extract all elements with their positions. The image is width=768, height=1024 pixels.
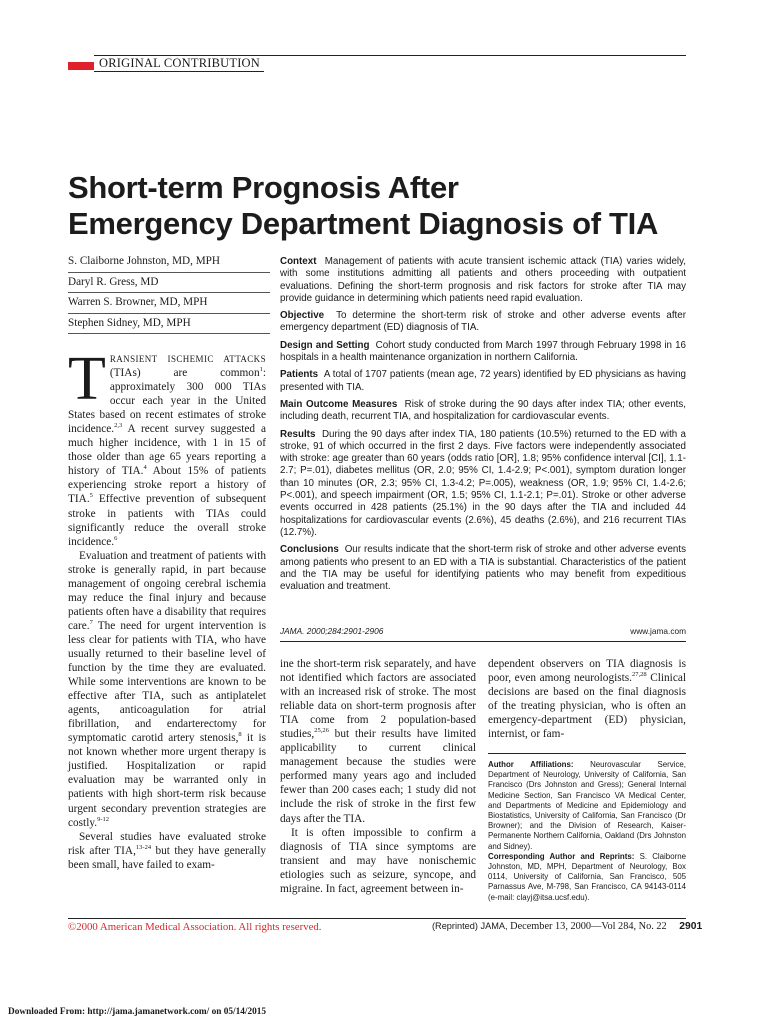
body-column-1 <box>68 345 266 872</box>
intro-paragraph-3 <box>68 830 266 872</box>
reference-superscript: 13-24 <box>135 843 152 851</box>
text-run: A recent survey suggested a much higher incidence, with 1 in 15 of those older than age 65 years reporting a history of TIA. <box>68 423 266 478</box>
author-list <box>68 252 270 334</box>
abstract-bottom-rule <box>280 641 686 642</box>
abstract-citation: JAMA. 2000;284:2901-2906 <box>280 626 384 636</box>
corresponding-paragraph <box>488 852 686 903</box>
context-text: Management of patients with acute transient ischemic attack (TIA) varies widely, with some institutions admitting all patients and others proceeding with outpatient evaluations. Defining the short-term prognosis and risk factors for stroke after TIA may provide guidance in determining which patients need rapid evaluation. <box>280 256 686 304</box>
article-title-line-2: Emergency Department Diagnosis of TIA <box>68 206 659 241</box>
reference-superscript: 9-12 <box>97 815 109 823</box>
abstract-outcome <box>280 399 686 424</box>
design-text: Cohort study conducted from March 1997 through February 1998 in 16 hospitals in a health maintenance organization in northern California. <box>280 339 686 364</box>
text-run: it is not known whether more urgent therapy is justified. Hospitalization or rapid evaluation may be warranted only in patients with high short-term risk because urgent secondary prevention strategies are costly. <box>68 732 266 829</box>
reference-superscript: 5 <box>89 492 93 500</box>
reference-superscript: 25,26 <box>314 727 329 735</box>
results-label: Results <box>280 428 316 440</box>
article-title <box>68 170 708 242</box>
patients-label: Patients <box>280 369 319 381</box>
footer-rule <box>68 918 686 919</box>
corresponding-label: Corresponding Author and Reprints: <box>488 851 635 861</box>
body-column-2 <box>280 657 476 896</box>
conclusions-text: Our results indicate that the short-term risk of stroke and other adverse events among patients who present to an ED with a TIA is substantial. Characteristics of the patient and the TIA may be useful for identifying patients who may benefit from expeditious evaluation and treatment. <box>280 544 686 593</box>
text-run: Evaluation and treatment of patients with stroke is generally rapid, in part because management of ongoing cerebral ischemia may reduce the final injury and because patients often have a disability that requires care. <box>68 549 266 632</box>
affiliations-rule <box>488 753 686 754</box>
text-run: dependent observers on TIA diagnosis is poor, even among neurologists. <box>488 658 686 685</box>
intro-paragraph-3-cont <box>280 657 476 826</box>
abstract-results <box>280 429 686 540</box>
section-label-underline <box>94 71 264 72</box>
reference-superscript: 8 <box>238 731 242 739</box>
affiliations-text: Neurovascular Service, Department of Neurology, University of California, San Francisco (Drs Johnston and Gress); General Internal Medicine Section, San Francisco VA Medical Center, and Departments of Medicine and Epidemiology and Biostatistics, University of California, San Francisco (Dr Browner); and the Division of Research, Kaiser-Permanente Northern California, Oakland (Drs Johnston and Sidney). <box>488 760 686 851</box>
text-run: : approximately 300 000 TIAs occur each year in the United States based on recent estimates of stroke incidence. <box>68 367 266 436</box>
context-label: Context <box>280 256 317 267</box>
reprinted-label: (Reprinted) JAMA, <box>432 921 508 931</box>
intro-paragraph-4-cont <box>488 657 686 741</box>
copyright-notice: ©2000 American Medical Association. All rights reserved. <box>68 921 322 933</box>
author-4: Stephen Sidney, MD, MPH <box>68 314 270 335</box>
reference-superscript: 27,28 <box>632 671 647 679</box>
page-citation <box>432 921 703 932</box>
reference-superscript: 2,3 <box>114 422 123 430</box>
author-3: Warren S. Browner, MD, MPH <box>68 293 270 314</box>
reference-superscript: 7 <box>89 619 93 627</box>
objective-text: To determine the short-term risk of stroke and other adverse events after emergency department (ED) diagnosis of TIA. <box>280 310 686 334</box>
affiliations-paragraph <box>488 760 686 852</box>
intro-paragraph-4: It is often impossible to confirm a diagnosis of TIA since symptoms are transient and may have nonischemic etiologies such as seizure, syncope, and migraine. In fact, agreement between in- <box>280 826 476 895</box>
author-affiliations <box>488 760 686 903</box>
text-run: but their results have limited applicability to current clinical management because the studies were performed many years ago and included fewer than 200 cases each; 1 study did not include the risk of stroke in the first few days after the TIA. <box>280 728 476 825</box>
results-text: During the 90 days after index TIA, 180 patients (10.5%) returned to the ED with a stroke, 91 of which occurred in the first 2 days. Five factors were independently associated with stroke: age greater than 60 years (odds ratio [OR], 1.8; 95% confidence interval [CI], 1.1-2.7; P=.01), diabetes mellitus (OR, 2.0; 95% CI, 1.4-2.9; P<.001), symptom duration longer than 10 minutes (OR, 2.3; 95% CI, 1.3-4.2; P=.005), weakness (OR, 1.9; 95% CI, 1.4-2.6; P<.001), and speech impairment (OR, 1.5; 95% CI, 1.1-2.1; P=.01). Stroke or other adverse events occurred in 428 patients (25.1%) in the 90 days after the TIA and included 44 hospitalizations for cardiovascular events (2.6%), 45 deaths (2.6%), and 216 recurrent TIAs (12.7%). <box>280 428 686 538</box>
reference-superscript: 1 <box>259 366 263 374</box>
text-run: The need for urgent intervention is less clear for patients with TIA, who have usually returned to their baseline level of function by the time they are evaluated. While some interventions are known to be effective after TIA, such as antiplatelet agents, anticoagulation for atrial fibrillation, and endarterectomy for symptomatic carotid artery stenosis, <box>68 619 266 745</box>
abstract-conclusions <box>280 544 686 593</box>
intro-paragraph-2 <box>68 549 266 830</box>
outcome-text: Risk of stroke during the 90 days after index TIA; other events, including death, recurrent TIA, and hospitalization for cardiovascular events. <box>280 398 686 423</box>
intro-paragraph-1 <box>68 345 266 549</box>
structured-abstract <box>280 256 686 598</box>
text-run: but they have generally been small, have failed to exam- <box>68 844 266 871</box>
abstract-design <box>280 340 686 365</box>
affiliations-label: Author Affiliations: <box>488 760 574 769</box>
abstract-patients <box>280 369 686 394</box>
objective-label: Objective <box>280 310 325 322</box>
author-2: Daryl R. Gress, MD <box>68 273 270 294</box>
download-notice: Downloaded From: http://jama.jamanetwork.com/ on 05/14/2015 <box>8 1007 267 1017</box>
text-run: (TIAs) are common <box>109 367 260 380</box>
text-run: ine the short-term risk separately, and have not identified which factors are associated with an increased risk of stroke. The most reliable data on short-term prognosis after TIA come from 2 population-based studies, <box>280 658 476 741</box>
issue-date-volume: December 13, 2000—Vol 284, No. 22 <box>510 921 667 932</box>
abstract-citation-row <box>280 626 686 636</box>
article-title-line-1: Short-term Prognosis After <box>68 170 459 205</box>
reference-superscript: 6 <box>114 534 118 542</box>
abstract-context <box>280 256 686 305</box>
drop-cap: T <box>68 345 106 413</box>
conclusions-label: Conclusions <box>280 544 339 556</box>
author-1: S. Claiborne Johnston, MD, MPH <box>68 252 270 273</box>
page-number: 2901 <box>679 921 703 932</box>
text-run: Effective prevention of subsequent stroke in patients with TIAs could significantly reduce the overall stroke incidence. <box>68 493 266 548</box>
body-column-3 <box>488 657 686 741</box>
abstract-objective <box>280 310 686 335</box>
text-run: About 15% of patients experiencing stroke report a history of TIA. <box>68 465 266 506</box>
outcome-label: Main Outcome Measures <box>280 398 398 410</box>
section-marker-red-bar <box>68 62 94 70</box>
corresponding-text: S. Claiborne Johnston, MD, MPH, Department of Neurology, Box 0114, University of California, San Francisco, 505 Parnassus Ave, M-798, San Francisco, CA 94143-0114 (e-mail: clayj@itsa.ucsf.edu). <box>488 851 686 902</box>
design-label: Design and Setting <box>280 339 370 351</box>
journal-url-link[interactable]: www.jama.com <box>630 626 686 636</box>
lead-in-smallcaps: RANSIENT ISCHEMIC ATTACKS <box>109 354 266 364</box>
patients-text: A total of 1707 patients (mean age, 72 years) identified by ED physicians as having presented with TIA. <box>280 369 686 393</box>
text-run: Several studies have evaluated stroke risk after TIA, <box>68 830 266 857</box>
text-run: Clinical decisions are based on the final diagnosis of the treating physician, who is often an emergency-department (ED) physician, internist, or fam- <box>488 672 686 741</box>
reference-superscript: 4 <box>143 464 147 472</box>
section-label: ORIGINAL CONTRIBUTION <box>99 56 261 70</box>
